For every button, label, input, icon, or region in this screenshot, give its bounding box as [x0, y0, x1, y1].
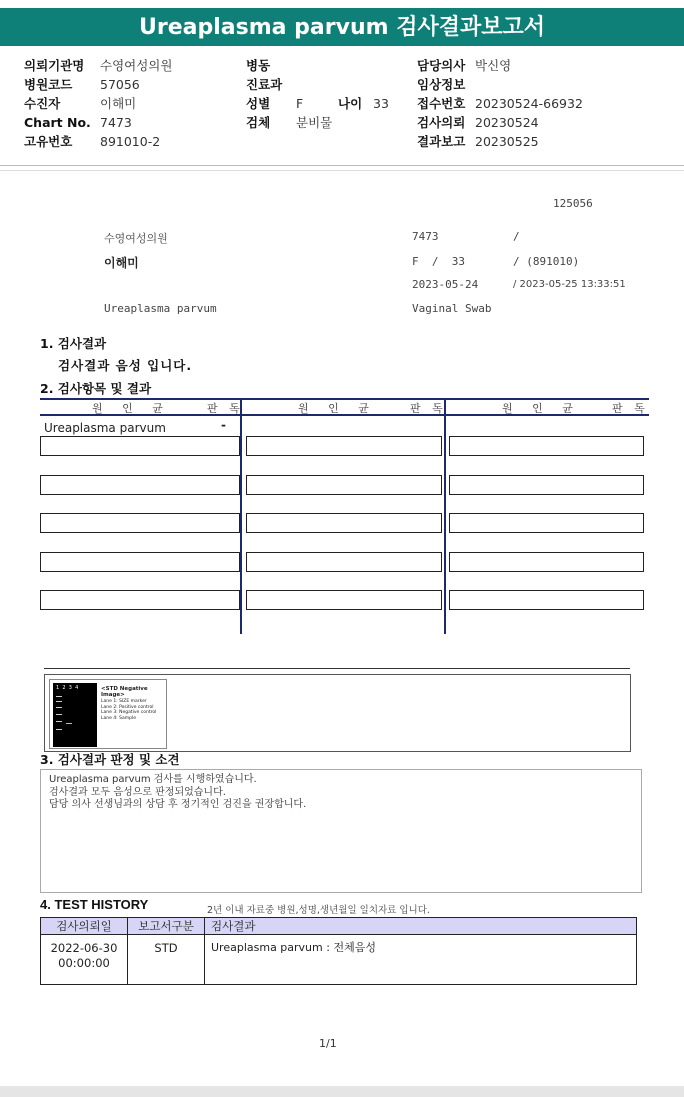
section1-heading: 1. 검사결과: [40, 336, 107, 351]
specimen-value: 분비물: [296, 115, 333, 130]
history-date: 2022-06-30: [50, 941, 118, 955]
footer-bar: [0, 1086, 684, 1097]
age-label: 나이: [338, 96, 363, 111]
summary-birth: / (891010): [513, 255, 580, 268]
page-number: 1/1: [319, 1037, 337, 1050]
clinic-value: 수영여성의원: [100, 58, 173, 73]
col-header-judge-3: 판 독: [612, 402, 649, 415]
request-date-label: 검사의뢰: [417, 115, 466, 130]
result-cell: [449, 552, 644, 572]
history-type: STD: [128, 935, 205, 985]
header-col-1: [24, 56, 172, 151]
gel-legend-lane-4: Lane 4: Sample: [101, 715, 136, 721]
result-cell: [40, 552, 240, 572]
summary-name: 이해미: [104, 256, 139, 270]
doctor-value: 박신영: [475, 58, 512, 73]
hospital-code-value: 57056: [100, 77, 140, 92]
request-date-value: 20230524: [475, 115, 539, 130]
col-header-organism-3: 원 인 균: [502, 402, 581, 415]
section4-heading: 4. TEST HISTORY: [40, 897, 149, 912]
unique-id-label: 고유번호: [24, 134, 73, 149]
history-header-date: 검사의뢰일: [41, 918, 128, 935]
col-header-judge-1: 판 독: [207, 402, 244, 415]
patient-label: 수진자: [24, 96, 61, 111]
receipt-no-label: 접수번호: [417, 96, 466, 111]
history-header-row: [41, 918, 637, 935]
header-divider: [0, 165, 684, 166]
history-header-result: 검사결과: [205, 918, 637, 935]
summary-report-datetime: / 2023-05-25 13:33:51: [513, 279, 626, 290]
report-title: Ureaplasma parvum 검사결과보고서: [0, 8, 684, 46]
table-row: [41, 935, 637, 985]
result-cell: [449, 436, 644, 456]
summary-specimen: Vaginal Swab: [412, 302, 492, 315]
summary-code: 125056: [553, 197, 593, 210]
col-header-judge-2: 판 독: [410, 402, 447, 415]
summary-chart: 7473: [412, 230, 439, 243]
result-cell: [246, 513, 442, 533]
gel-lane-numbers: 1 2 3 4: [56, 685, 79, 691]
ward-label: 병동: [246, 58, 271, 73]
result-cell: [40, 590, 240, 610]
section2-heading: 2. 검사항목 및 결과: [40, 381, 152, 396]
result-cell: [449, 513, 644, 533]
history-note: 2년 이내 자료중 병원,성명,생년월일 일치자료 입니다.: [207, 905, 430, 916]
history-table: [40, 917, 637, 985]
patient-value: 이해미: [100, 96, 137, 111]
sex-label: 성별: [246, 96, 271, 111]
gel-image-frame: [44, 674, 631, 752]
header-col-2: [246, 56, 389, 132]
clinical-info-label: 임상정보: [417, 77, 466, 92]
doctor-label: 담당의사: [417, 58, 466, 73]
result-cell: [40, 513, 240, 533]
opinion-line-1: Ureaplasma parvum 검사를 시행하였습니다.: [49, 774, 257, 785]
result-cell: [40, 436, 240, 456]
receipt-no-value: 20230524-66932: [475, 96, 583, 111]
result-cell: [246, 475, 442, 495]
gel-legend-lines: [101, 699, 156, 721]
specimen-label: 검체: [246, 115, 271, 130]
grid-divider-1: [240, 398, 242, 634]
result-cell: [246, 436, 442, 456]
gel-legend-lane-1: Lane 1: SIZE marker: [101, 699, 147, 704]
history-time: 00:00:00: [58, 956, 110, 970]
opinion-box: [40, 769, 642, 893]
gel-legend-title: <STD Negative Image>: [101, 686, 148, 698]
summary-clinic: 수영여성의원: [104, 232, 168, 245]
opinion-line-2: 검사결과 모두 음성으로 판정되었습니다.: [49, 786, 226, 798]
history-header-type: 보고서구분: [128, 918, 205, 935]
result-cell: [449, 475, 644, 495]
summary-slash: /: [513, 230, 520, 243]
unique-id-value: 891010-2: [100, 134, 161, 149]
hospital-code-label: 병원코드: [24, 77, 73, 92]
clinic-label: 의뢰기관명: [24, 58, 85, 73]
chart-no-label: Chart No.: [24, 115, 91, 130]
report-date-value: 20230525: [475, 134, 539, 149]
history-date-cell: [41, 935, 128, 985]
result-cell: [40, 475, 240, 495]
gel-image: [53, 683, 97, 747]
result-item-value: -: [221, 418, 226, 432]
chart-no-value: 7473: [100, 115, 132, 130]
result-cell: [246, 552, 442, 572]
summary-request-date: 2023-05-24: [412, 278, 479, 291]
col-header-organism-2: 원 인 균: [298, 402, 377, 415]
section3-heading: 3. 검사결과 판정 및 소견: [40, 752, 180, 767]
section1-result-text: 검사결과 음성 입니다.: [58, 358, 193, 373]
report-date-label: 결과보고: [417, 134, 466, 149]
result-cell: [449, 590, 644, 610]
header-divider-2: [0, 170, 684, 171]
result-item-name: Ureaplasma parvum: [44, 421, 166, 435]
sex-value: F: [296, 96, 304, 111]
summary-sex-age: F / 33: [412, 255, 465, 268]
gel-legend-card: [49, 679, 167, 749]
grid-divider-2: [444, 398, 446, 634]
department-label: 진료과: [246, 77, 283, 92]
gel-top-rule: [44, 668, 630, 669]
opinion-line-3: 담당 의사 선생님과의 상담 후 정기적인 검진을 권장합니다.: [49, 799, 307, 810]
gel-legend-lane-2: Lane 2: Positive control: [101, 704, 154, 710]
age-value: 33: [373, 96, 389, 111]
summary-test: Ureaplasma parvum: [104, 302, 217, 315]
gel-legend-lane-3: Lane 3: Negative control: [101, 710, 157, 715]
result-cell: [246, 590, 442, 610]
header-col-3: [417, 56, 583, 151]
history-result: Ureaplasma parvum : 전체음성: [205, 935, 637, 985]
col-header-organism-1: 원 인 균: [92, 402, 171, 415]
